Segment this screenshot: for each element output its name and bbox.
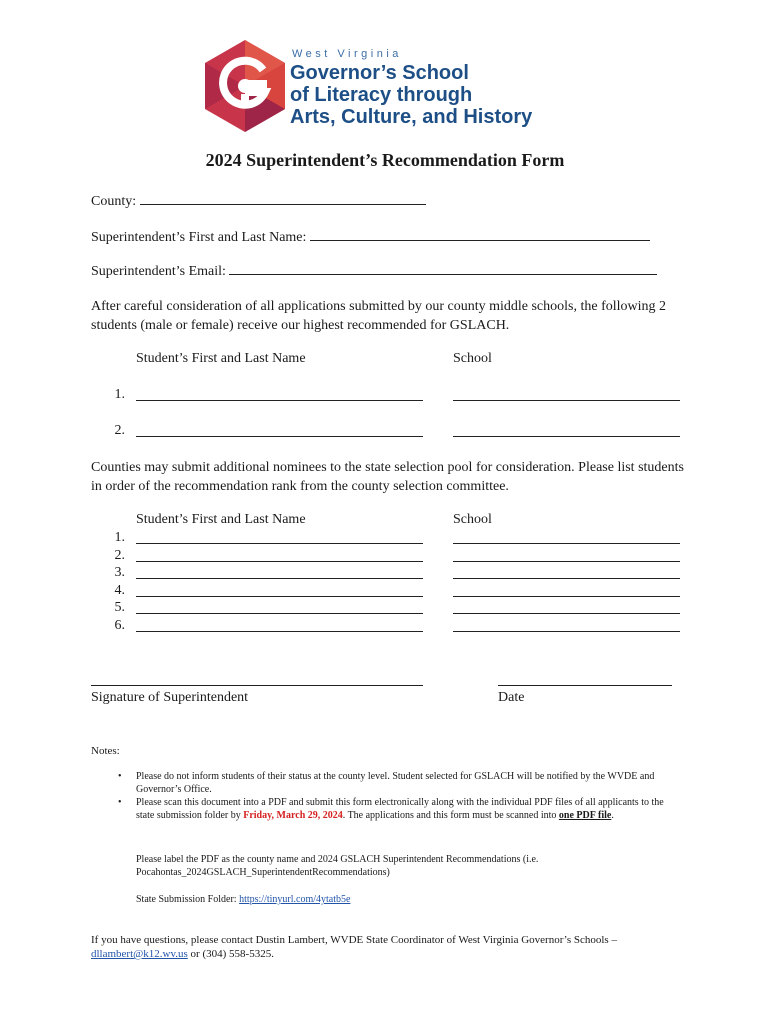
instructions-paragraph-2: Counties may submit additional nominees to the state selection pool for consideration. Please list students in order of the recommendation rank from the county selection committee. <box>91 460 684 494</box>
table1-row-number: 2. <box>114 423 125 438</box>
submission-folder-link[interactable]: https://tinyurl.com/4ytatb5e <box>239 894 351 905</box>
table1-school-line[interactable] <box>453 436 680 437</box>
table2-school-line[interactable] <box>453 596 680 597</box>
signature-label: Signature of Superintendent <box>91 690 249 705</box>
table2-row-number: 6. <box>114 618 125 633</box>
superintendent-email-input-line[interactable] <box>229 262 657 275</box>
signature-line[interactable] <box>91 685 423 686</box>
table2-student-line[interactable] <box>136 543 423 544</box>
table2-school-line[interactable] <box>453 543 680 544</box>
note-1: Please do not inform students of their status at the county level. Student selected for GSLACH will be notified by the WVDE and Governor’s Office. <box>136 771 655 795</box>
superintendent-name-label: Superintendent’s First and Last Name: <box>91 230 307 245</box>
table2-row-number: 3. <box>114 565 125 580</box>
note-2-mid: . The applications and this form must be scanned into <box>342 810 559 821</box>
notes-list <box>118 770 678 822</box>
table2-school-line[interactable] <box>453 578 680 579</box>
form-title: 2024 Superintendent’s Recommendation Form <box>205 150 565 170</box>
contact-info <box>91 933 691 961</box>
label-instructions: Please label the PDF as the county name and 2024 GSLACH Superintendent Recommendations (i.e. Pocahontas_2024GSLACH_SuperintendentRecommendations) <box>136 854 539 878</box>
superintendent-name-field[interactable] <box>91 228 650 246</box>
table2-school-line[interactable] <box>453 561 680 562</box>
governors-school-logo-icon <box>205 40 285 132</box>
table2-student-line[interactable] <box>136 578 423 579</box>
logo <box>205 38 575 134</box>
bullet-icon: • <box>118 771 122 782</box>
contact-phone: or (304) 558-5325. <box>187 948 274 960</box>
instructions-paragraph-1: After careful consideration of all applications submitted by our county middle schools, the following 2 students (male or female) receive our highest recommended for GSLACH. <box>91 299 667 333</box>
one-pdf-emphasis: one PDF file <box>558 810 612 821</box>
table2-school-line[interactable] <box>453 631 680 632</box>
submission-folder-label: State Submission Folder: <box>136 894 240 905</box>
table2-school-header: School <box>453 512 492 527</box>
contact-email-link[interactable]: dllambert@k12.wv.us <box>91 948 188 960</box>
table2-row-number: 5. <box>114 600 125 615</box>
submission-folder <box>136 893 350 906</box>
date-line[interactable] <box>498 685 672 686</box>
superintendent-name-input-line[interactable] <box>310 228 650 241</box>
bullet-icon: • <box>118 797 122 808</box>
logo-line-3: Arts, Culture, and History <box>290 106 533 128</box>
table2-student-line[interactable] <box>136 631 423 632</box>
table1-student-line[interactable] <box>136 436 423 437</box>
notes-label: Notes: <box>91 745 120 757</box>
superintendent-email-field[interactable] <box>91 262 657 280</box>
table2-student-line[interactable] <box>136 561 423 562</box>
date-label: Date <box>498 690 525 705</box>
table1-student-header: Student’s First and Last Name <box>136 351 306 366</box>
table2-student-header: Student’s First and Last Name <box>136 512 306 527</box>
county-label: County: <box>91 194 137 209</box>
table2-student-line[interactable] <box>136 613 423 614</box>
contact-text: If you have questions, please contact Dustin Lambert, WVDE State Coordinator of West Virginia Governor’s Schools – <box>91 934 617 946</box>
table2-row-number: 4. <box>114 583 125 598</box>
county-input-line[interactable] <box>140 192 426 205</box>
logo-line-1: Governor’s School <box>290 62 469 84</box>
table1-row-number: 1. <box>114 387 125 402</box>
list-item <box>118 770 678 796</box>
table2-row-number: 1. <box>114 530 125 545</box>
logo-line-2: of Literacy through <box>290 84 473 106</box>
list-item <box>118 796 678 822</box>
county-field[interactable] <box>91 192 426 210</box>
logo-kicker: West Virginia <box>292 48 402 60</box>
table2-row-number: 2. <box>114 548 125 563</box>
table1-student-line[interactable] <box>136 400 423 401</box>
table2-school-line[interactable] <box>453 613 680 614</box>
deadline-date: Friday, March 29, 2024 <box>243 810 343 821</box>
note-2-text: Please scan this document into a PDF and submit this form electronically along with the individual PDF files of all applicants to the state submission folder by <box>136 797 664 821</box>
note-2-end: . <box>611 810 614 821</box>
table1-school-header: School <box>453 351 492 366</box>
superintendent-email-label: Superintendent’s Email: <box>91 264 226 279</box>
table2-student-line[interactable] <box>136 596 423 597</box>
table1-school-line[interactable] <box>453 400 680 401</box>
